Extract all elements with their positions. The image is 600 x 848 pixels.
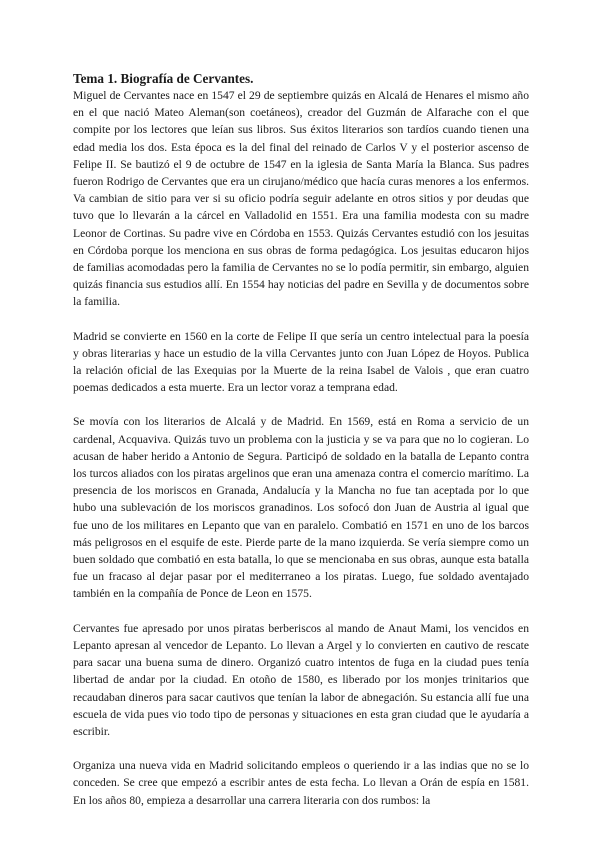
paragraph-biography-intro: Miguel de Cervantes nace en 1547 el 29 de septiembre quizás en Alcalá de Henares el mismo año en el que nació Mateo Aleman(son coetáneos), creador del Guzmán de Alfarache con el que compite por los lectores que leían sus libros. Sus éxitos literarios son tardíos cuando tienen una edad media los dos. Esta época es la del final del reinado de Carlos V y el posterior ascenso de Felipe II. Se bautizó el 9 de octubre de 1547 en la iglesia de Santa María la Blanca. Sus padres fueron Rodrigo de Cervantes que era un cirujano/médico que hacía curas menores a los enfermos. Va cambian de sitio para ver si su oficio podría seguir adelante en otros sitios y por deudas que tuvo que lo llevarán a la cárcel en Valladolid en 1551. Era una familia modesta con su madre Leonor de Cortinas. Su padre vive en Córdoba en 1553. Quizás Cervantes estudió con los jesuitas en Córdoba porque los menciona en sus obras de forma pedagógica. Los jesuitas educaron hijos de familias acomodadas pero la familia de Cervantes no se lo podía permitir, sin embargo, alguien quizás financia sus estudios allí. En 1554 hay noticias del padre en Sevilla y de documentos sobre la familia. xyxy=(73,89,529,309)
paragraph-new-life: Organiza una nueva vida en Madrid solicitando empleos o queriendo ir a las indias que no se lo conceden. Se cree que empezó a escribir antes de esta fecha. Lo llevan a Orán de espía en 1581. En los años 80, empieza a desarrollar una carrera literaria con dos rumbos: la xyxy=(73,759,529,807)
paragraph-captivity: Cervantes fue apresado por unos piratas berberiscos al mando de Anaut Mami, los vencidos en Lepanto apresan al vencedor de Lepanto. Lo llevan a Argel y lo convierten en cautivo de rescate para sacar una buena suma de dinero. Organizó cuatro intentos de fuga en la ciudad pues tenía libertad de andar por la ciudad. En otoño de 1580, es liberado por los monjes trinitarios que recaudaban dineros para sacar cautivos que tenían la labor de abnegación. Su estancia allí fue una escuela de vida pues vio todo tipo de personas y situaciones en esta gran ciudad que le ayudaría a escribir. xyxy=(73,621,529,738)
paragraph-lepanto: Se movía con los literarios de Alcalá y de Madrid. En 1569, está en Roma a servicio de un cardenal, Acquaviva. Quizás tuvo un problema con la justicia y se va para que no lo cogieran. Lo acusan de haber herido a Antonio de Segura. Participó de soldado en la batalla de Lepanto contra los turcos aliados con los piratas argelinos que eran una amenaza contra el comercio marítimo. La presencia de los moriscos en Granada, Andalucía y la Mancha no fue tan aceptada por lo que hubo una sublevación de los moriscos granadinos. Los sofocó don Juan de Austria al igual que fue uno de los militares en Lepanto que van en paralelo. Combatió en 1571 en uno de los barcos más peligrosos en el esquife de este. Pierde parte de la mano izquierda. Se vería siempre como un buen soldado que combatió en esta batalla, lo que se mencionaba en sus obras, aunque esta batalla fue un fracaso al dejar pasar por el mediterraneo a los piratas. Luego, fue soldado aventajado también en la compañía de Ponce de Leon en 1575. xyxy=(73,415,529,601)
document-page xyxy=(73,70,529,826)
paragraph-madrid: Madrid se convierte en 1560 en la corte de Felipe II que sería un centro intelectual para la poesía y obras literarias y hace un estudio de la villa Cervantes junto con Juan López de Hoyos. Publica la relación oficial de las Exequias por la Muerte de la reina Isabel de Valois , que eran cuatro poemas dedicados a esta muerte. Era un lector voraz a temprana edad. xyxy=(73,329,529,395)
document-title: Tema 1. Biografía de Cervantes. xyxy=(73,71,254,86)
